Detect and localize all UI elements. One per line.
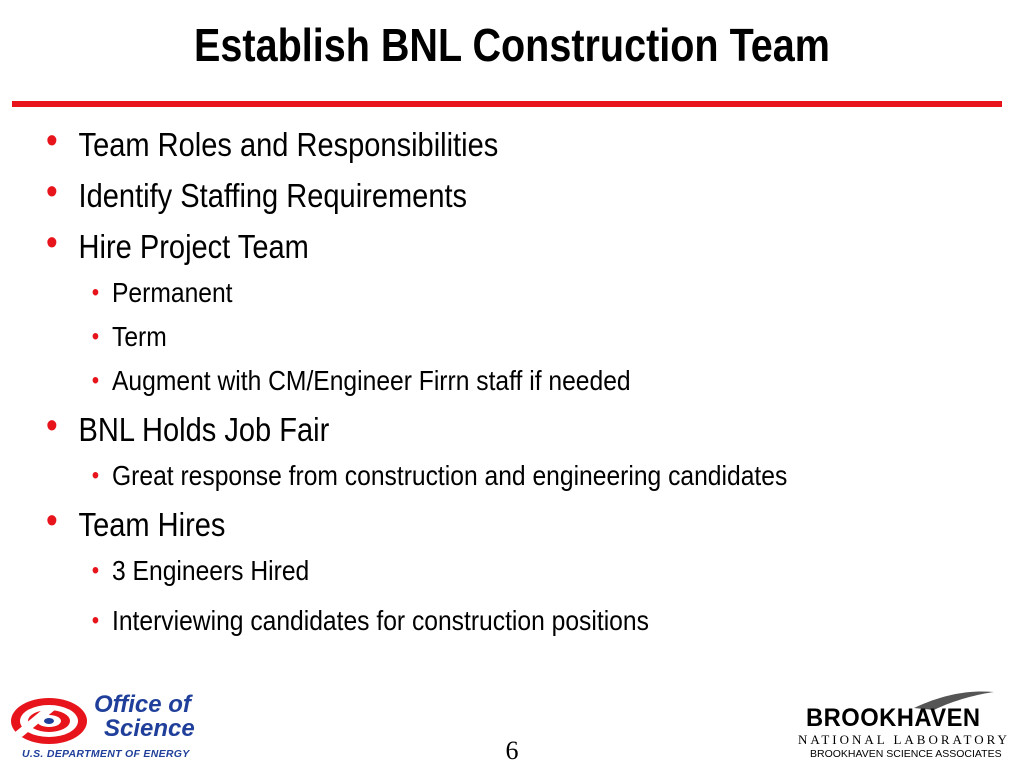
sub-bullet-item xyxy=(46,556,891,586)
sub-bullet-text: Term xyxy=(112,321,167,352)
office-of-science-wordmark: Office of Science xyxy=(94,691,195,742)
sub-bullet-text: Great response from construction and engineering candidates xyxy=(112,460,788,491)
sub-bullet-icon: • xyxy=(91,367,100,394)
bullet-text: Hire Project Team xyxy=(78,228,309,265)
bullet-text: Identify Staffing Requirements xyxy=(78,177,468,214)
title-divider xyxy=(12,101,1002,107)
bullet-item xyxy=(46,500,891,543)
sub-bullet-icon: • xyxy=(91,279,100,306)
sub-bullet-icon: • xyxy=(91,323,100,350)
slide-title: Establish BNL Construction Team xyxy=(194,19,830,71)
brookhaven-wordmark: BROOKHAVEN xyxy=(806,704,981,732)
sub-bullet-item xyxy=(46,322,891,352)
brookhaven-logo xyxy=(794,690,1016,765)
office-of-science-logo xyxy=(8,693,223,763)
sub-bullet-text: Augment with CM/Engineer Firrn staff if needed xyxy=(112,365,631,396)
bullet-list xyxy=(46,120,1006,636)
bullet-icon: • xyxy=(46,405,58,447)
bullet-text: Team Hires xyxy=(78,506,226,543)
bullet-text: Team Roles and Responsibilities xyxy=(78,126,499,163)
bullet-icon: • xyxy=(46,120,58,162)
brookhaven-associates-label: BROOKHAVEN SCIENCE ASSOCIATES xyxy=(810,748,1002,760)
doe-label: U.S. DEPARTMENT OF ENERGY xyxy=(22,748,190,760)
sub-bullet-text: 3 Engineers Hired xyxy=(112,555,310,586)
sub-bullet-item xyxy=(46,606,891,636)
bullet-icon: • xyxy=(46,222,58,264)
sub-bullet-item xyxy=(46,278,891,308)
doe-swirl-icon xyxy=(8,695,90,747)
sub-bullet-item xyxy=(46,461,891,491)
page-number: 6 xyxy=(505,736,519,765)
bullet-icon: • xyxy=(46,500,58,542)
sub-bullet-icon: • xyxy=(91,607,100,634)
bullet-item xyxy=(46,171,891,214)
sub-bullet-text: Permanent xyxy=(112,277,233,308)
national-laboratory-label: NATIONAL LABORATORY xyxy=(798,732,1010,747)
bullet-text: BNL Holds Job Fair xyxy=(78,411,330,448)
sub-bullet-icon: • xyxy=(91,462,100,489)
sub-bullet-icon: • xyxy=(91,557,100,584)
sub-bullet-text: Interviewing candidates for construction positions xyxy=(112,605,649,636)
sub-bullet-item xyxy=(46,366,891,396)
bullet-item xyxy=(46,120,891,163)
bullet-item xyxy=(46,222,891,265)
bullet-icon: • xyxy=(46,171,58,213)
bullet-item xyxy=(46,405,891,448)
